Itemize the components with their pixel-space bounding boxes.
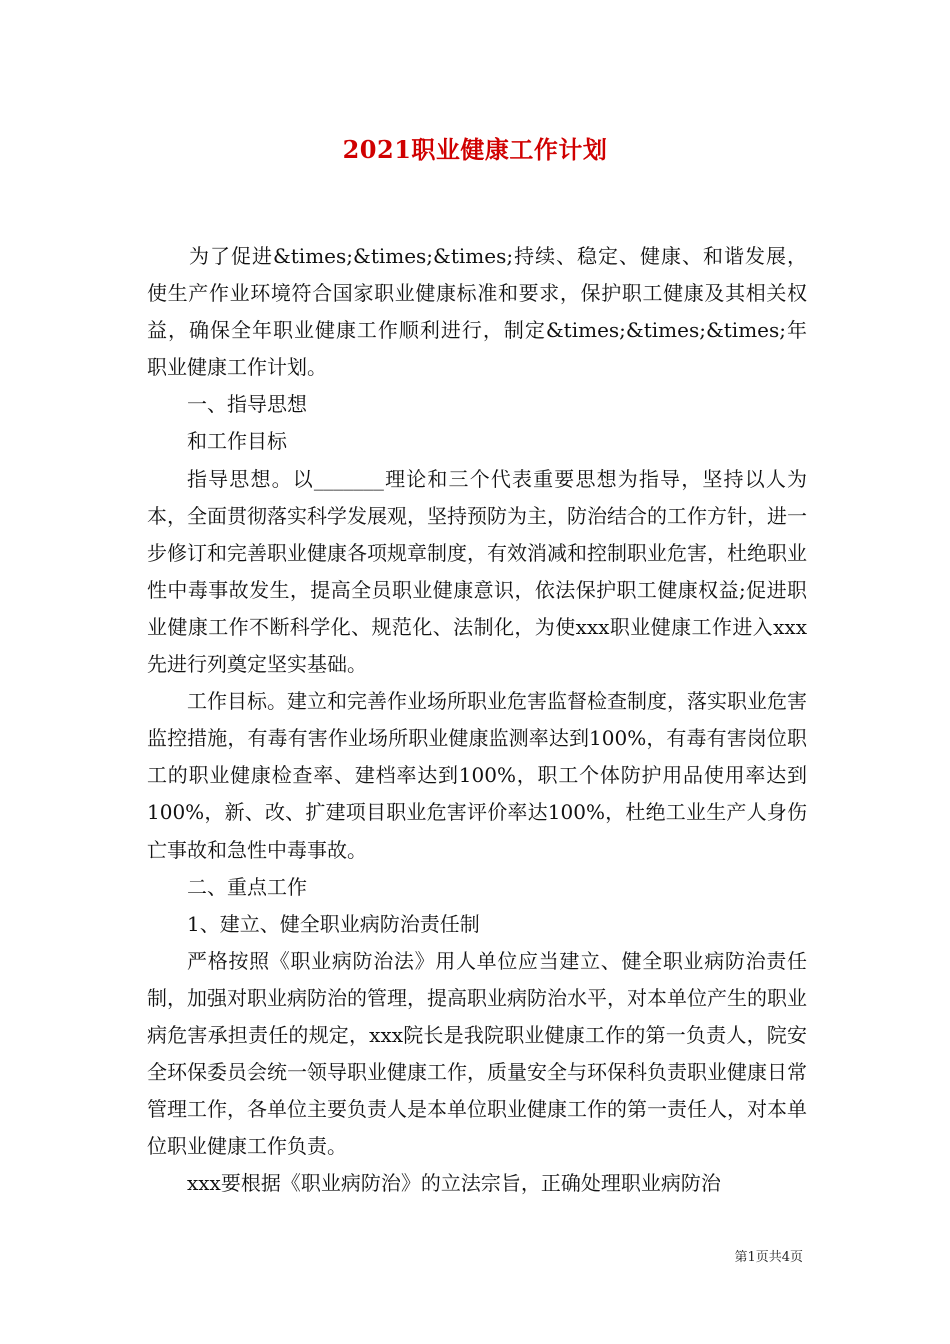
responsibility-paragraph: 严格按照《职业病防治法》用人单位应当建立、健全职业病防治责任制，加强对职业病防治的管理，提高职业病防治水平，对本单位产生的职业病危害承担责任的规定，xxx院长是我院职业健康工作的第一负责人，院安全环保委员会统一领导职业健康工作，质量安全与环保科负责职业健康日常管理工作，各单位主要负责人是本单位职业健康工作的第一责任人，对本单位职业健康工作负责。 xyxy=(147,948,807,1159)
guiding-thought-paragraph: 指导思想。以_______理论和三个代表重要思想为指导，坚持以人为本，全面贯彻落实科学发展观，坚持预防为主，防治结合的工作方针，进一步修订和完善职业健康各项规章制度，有效消减和控制职业危害，杜绝职业性中毒事故发生，提高全员职业健康意识，依法保护职工健康权益;促进职业健康工作不断科学化、规范化、法制化，为使xxx职业健康工作进入xxx先进行列奠定坚实基础。 xyxy=(147,466,807,677)
page-number-footer: 第1页共4页 xyxy=(734,1250,803,1265)
intro-paragraph: 为了促进&times;&times;&times;持续、稳定、健康、和谐发展，使生产作业环境符合国家职业健康标准和要求，保护职工健康及其相关权益，确保全年职业健康工作顺利进行，制定&times;&times;&times;年职业健康工作计划。 xyxy=(147,244,807,380)
section-heading-work-goals: 和工作目标 xyxy=(187,429,287,454)
document-body xyxy=(147,238,807,1202)
subheading-responsibility-system: 1、建立、健全职业病防治责任制 xyxy=(187,911,480,936)
section-heading-key-work: 二、重点工作 xyxy=(187,874,307,899)
legislation-paragraph: xxx要根据《职业病防治》的立法宗旨，正确处理职业病防治 xyxy=(187,1171,721,1196)
page-title: 2021职业健康工作计划 xyxy=(342,135,608,164)
work-goals-paragraph: 工作目标。建立和完善作业场所职业危害监督检查制度，落实职业危害监控措施，有毒有害作业场所职业健康监测率达到100%，有毒有害岗位职工的职业健康检查率、建档率达到100%，职工个体防护用品使用率达到100%，新、改、扩建项目职业危害评价率达100%，杜绝工业生产人身伤亡事故和急性中毒事故。 xyxy=(147,689,807,862)
section-heading-guiding-thought: 一、指导思想 xyxy=(187,392,307,417)
